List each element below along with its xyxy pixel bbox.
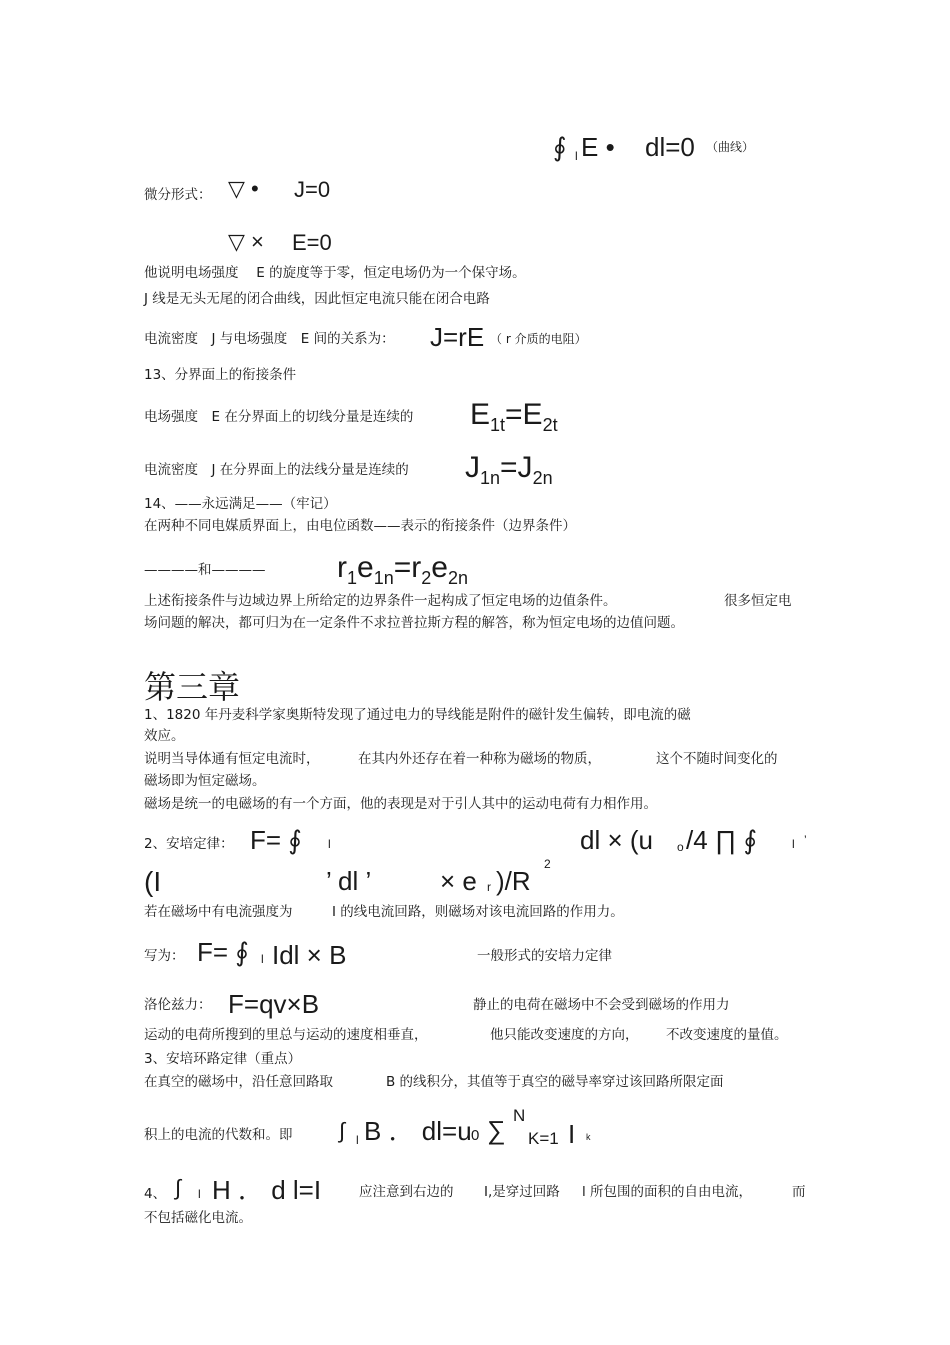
ampere-formula-start: F= ∮ <box>250 825 302 855</box>
boundary-condition-formula: $r_1e_{1n}=r_2e_{2n}$ <box>337 551 468 588</box>
integral-symbol: ∫ <box>175 1175 182 1200</box>
paragraph: 在其内外还存在着一种称为磁场的物质， <box>358 751 601 767</box>
ohm-law-formula: J=rE <box>430 322 485 352</box>
paragraph: 而 <box>792 1184 806 1200</box>
subscript-l: l <box>356 1133 359 1147</box>
item-number: 4、 <box>144 1186 167 1202</box>
paragraph: 运动的电荷所搜到的里总与运动的速度相垂直， <box>144 1027 428 1043</box>
paragraph: B 的线积分，其值等于真空的磁导率穿过该回路所限定面 <box>386 1074 724 1090</box>
ampere-formula-mid: dl × (u <box>580 825 653 855</box>
lorentz-formula: F=qv×B <box>228 989 320 1019</box>
subscript-0: 0 <box>471 1127 480 1144</box>
subscript-l: l <box>328 837 331 851</box>
paragraph: 效应。 <box>144 728 185 744</box>
subscript-k: k <box>586 1132 591 1142</box>
formula-dl-zero: dl=0 <box>645 132 695 162</box>
prime-mark: ’ <box>804 833 807 847</box>
ampere-row2-dl: ’ dl ’ <box>326 866 372 896</box>
ampere-row2-cross: × e <box>440 866 477 896</box>
curve-note: （曲线） <box>706 140 755 154</box>
summation-symbol: ∑ <box>487 1115 506 1145</box>
contour-integral-symbol: ∮ <box>553 132 567 162</box>
paragraph: 1、1820 年丹麦科学家奥斯特发现了通过电力的导线能是附件的磁针发生偏转，即电流的磁 <box>144 707 691 723</box>
paragraph: 上述衔接条件与边域边界上所给定的边界条件一起构成了恒定电场的边值条件。 <box>144 593 617 609</box>
curl-operator: ▽ × <box>228 229 264 254</box>
paragraph: J 线是无头无尾的闭合曲线，因此恒定电流只能在闭合电路 <box>144 291 490 307</box>
paragraph: 电场强度 E 在分界面上的切线分量是连续的 <box>144 409 414 425</box>
paragraph: I,是穿过回路 <box>484 1184 560 1200</box>
ampere-label: 2、安培定律： <box>144 836 234 852</box>
div-j-zero: J=0 <box>294 177 331 202</box>
subscript-o: o <box>677 840 684 854</box>
paragraph: 积上的电流的代数和。即 <box>144 1127 293 1143</box>
superscript-2: 2 <box>544 857 551 871</box>
paragraph: 应注意到右边的 <box>359 1184 454 1200</box>
paragraph: l 所包围的面积的自由电流， <box>582 1184 753 1200</box>
integral-symbol: ∫ <box>339 1118 346 1143</box>
section-heading: 13、分界面上的衔接条件 <box>144 367 297 383</box>
normal-continuity-formula: $J_{1n}=J_{2n}$ <box>465 451 553 488</box>
paragraph: I 的线电流回路，则磁场对该电流回路的作用力。 <box>332 904 624 920</box>
paragraph: 在两种不同电媒质界面上，由电位函数——表示的衔接条件（边界条件） <box>144 518 576 534</box>
paragraph: 在真空的磁场中，沿任意回路取 <box>144 1074 333 1090</box>
lorentz-label: 洛伦兹力： <box>144 997 212 1013</box>
differential-label: 微分形式： <box>144 187 212 203</box>
paragraph: 场问题的解决，都可归为在一定条件不求拉普拉斯方程的解答，称为恒定电场的边值问题。 <box>144 615 684 631</box>
formula-e-dot: E • <box>581 132 615 162</box>
paragraph: 他说明电场强度 E 的旋度等于零，恒定电场仍为一个保守场。 <box>144 265 526 281</box>
ampere-circuital-formula: B ． dl=u <box>364 1116 472 1146</box>
h-field-circuital-formula: H ． d l=I <box>212 1175 322 1205</box>
paragraph: 磁场是统一的电磁场的有一个方面，他的表现是对于引人其中的运动电荷有力相作用。 <box>144 796 657 812</box>
sum-upper-limit: N <box>513 1106 526 1125</box>
paragraph: 磁场即为恒定磁场。 <box>144 773 266 789</box>
paragraph: 很多恒定电 <box>724 593 792 609</box>
section-heading: 14、——永远满足——（牢记） <box>144 496 337 512</box>
write-label: 写为： <box>144 948 185 964</box>
ampere-row2-start: (I <box>144 866 162 897</box>
paragraph: 不改变速度的量值。 <box>666 1027 788 1043</box>
ampere-force-formula-start: F= ∮ <box>197 937 249 967</box>
section-heading: 3、安培环路定律（重点） <box>144 1051 302 1067</box>
paragraph: 电流密度 J 与电场强度 E 间的关系为： <box>144 331 395 347</box>
general-form-note: 一般形式的安培力定律 <box>477 948 612 964</box>
paragraph: 他只能改变速度的方向， <box>490 1027 639 1043</box>
paragraph: 这个不随时间变化的 <box>656 751 778 767</box>
paragraph: 若在磁场中有电流强度为 <box>144 904 293 920</box>
subscript-l: l <box>792 837 795 851</box>
current-symbol: I <box>568 1119 576 1149</box>
paragraph: 不包括磁化电流。 <box>144 1210 252 1226</box>
chapter-title: 第三章 <box>144 668 241 706</box>
ampere-formula-end: /4 ∏ ∮ <box>686 825 758 855</box>
resistance-note: （ r 介质的电阻） <box>490 332 587 346</box>
paragraph: 说明当导体通有恒定电流时， <box>144 751 320 767</box>
subscript-l: l <box>575 149 578 163</box>
lorentz-note: 静止的电荷在磁场中不会受到磁场的作用力 <box>473 997 730 1013</box>
divergence-operator: ▽ • <box>228 176 259 201</box>
paragraph: 电流密度 J 在分界面上的法线分量是连续的 <box>144 462 409 478</box>
ampere-force-formula-end: Idl × B <box>272 940 347 970</box>
subscript-l: l <box>261 952 264 966</box>
paragraph: ————和———— <box>144 562 266 578</box>
subscript-r: r <box>487 880 491 894</box>
subscript-l: l <box>198 1187 201 1201</box>
sum-lower-limit: K=1 <box>528 1129 559 1148</box>
tangential-continuity-formula: $E_{1t}=E_{2t}$ <box>470 398 558 435</box>
ampere-row2-end: )/R <box>496 866 531 896</box>
curl-e-zero: E=0 <box>292 230 332 255</box>
